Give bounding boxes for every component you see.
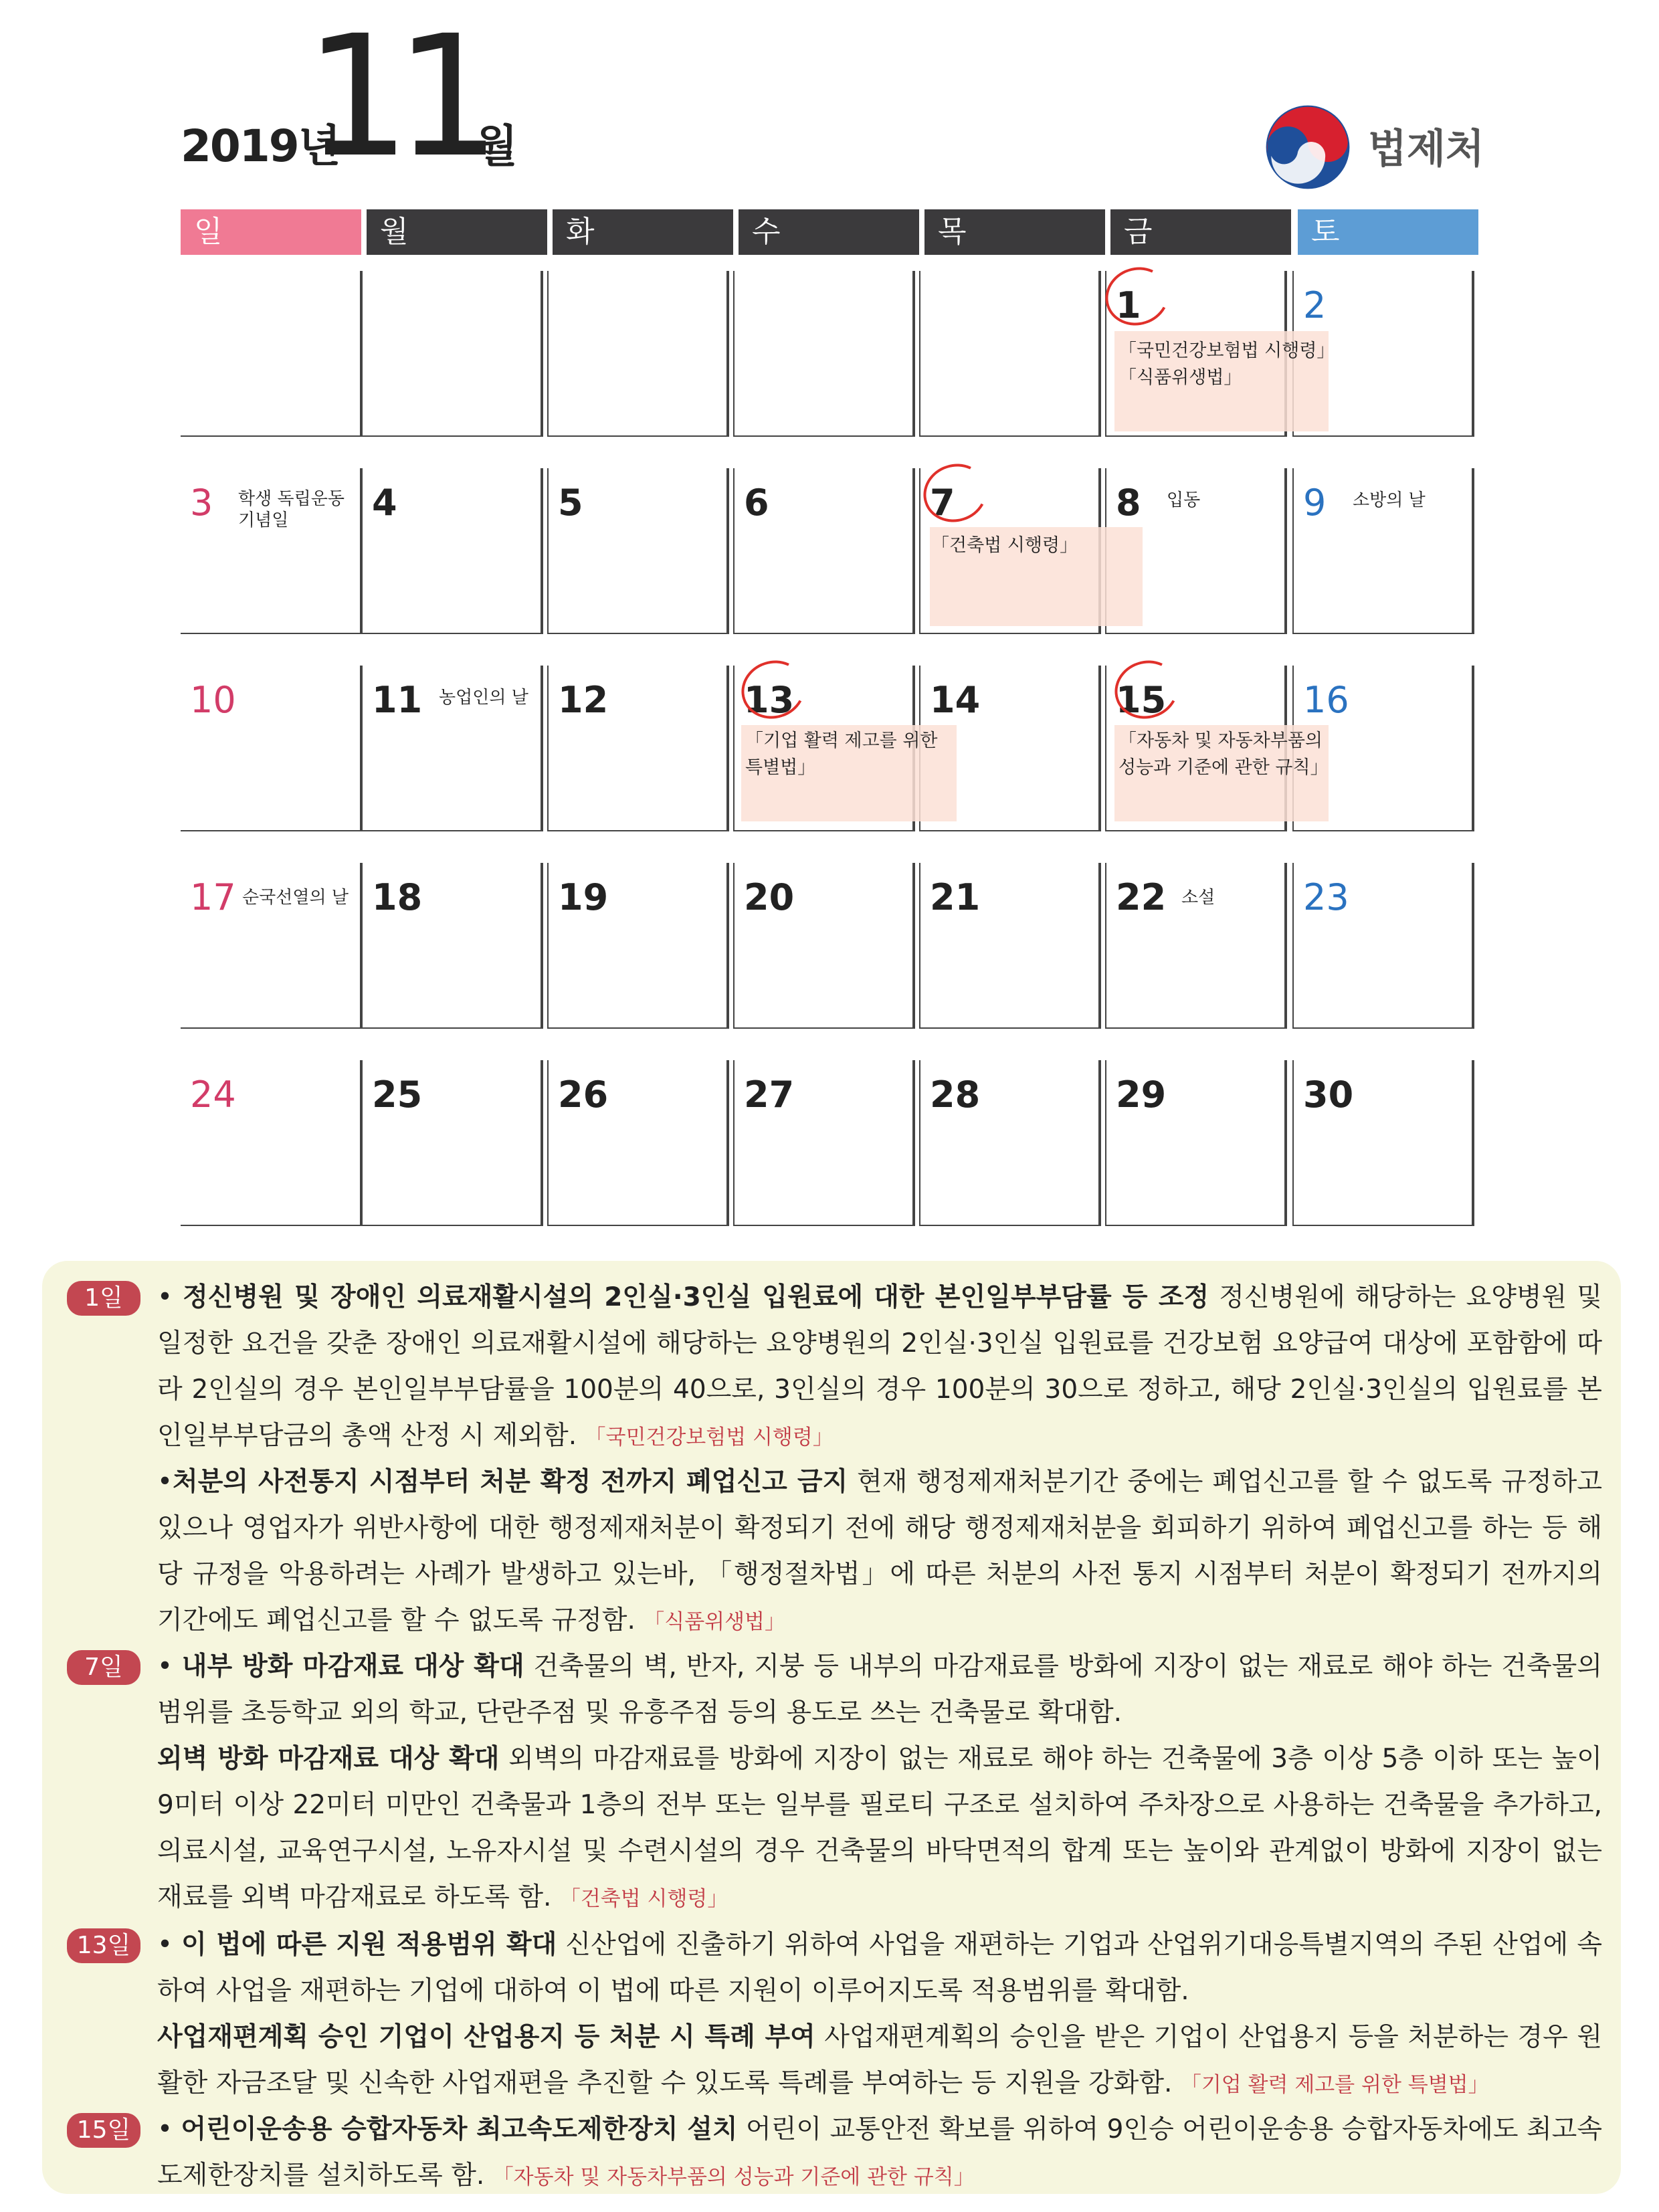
note-title: 내부 방화 마감재료 대상 확대 [181,1651,524,1682]
calendar-cell-day-11 [361,666,543,831]
law-reference: 「기업 활력 제고를 위한 특별법」 [1180,2073,1489,2097]
day-number: 16 [1303,679,1349,721]
calendar-cell-day-29 [1105,1060,1287,1226]
day-number: 23 [1303,876,1349,918]
weekday-thu: 목 [924,209,1105,255]
calendar-cell-day-28 [919,1060,1101,1226]
holiday-label: 순국선열의 날 [242,888,349,908]
day-number: 7 [930,482,955,524]
note-title: 사업재편계획 승인 기업이 산업용지 등 처분 시 특례 부여 [157,2022,815,2052]
calendar-cell-day-4 [361,468,543,634]
day-number: 30 [1303,1074,1354,1116]
calendar-cell-day-18 [361,863,543,1029]
day-number: 19 [558,876,609,918]
calendar-cell-day-5 [547,468,729,634]
calendar-cell-day-23 [1292,863,1474,1029]
calendar-cell-empty [733,271,915,437]
taegeuk-logo-icon [1264,104,1351,191]
day-number: 1 [1116,284,1141,326]
org-name: 법제처 [1368,126,1484,173]
calendar-year: 2019년 [181,120,340,172]
day-number: 26 [558,1074,609,1116]
calendar-cell-day-20 [733,863,915,1029]
calendar-cell-day-27 [733,1060,915,1226]
calendar-cell-day-17 [181,863,363,1029]
note-paragraph: • 정신병원 및 장애인 의료재활시설의 2인실·3인실 입원료에 대한 본인일부부담률 등 조정 정신병원에 해당하는 요양병원 및 일정한 요건을 갖춘 장애인 의료재활시설에 해당하는 요양병원의 2인실·3인실 입원료를 건강보험 요양급여 대상에 포함함에 따라 2인실의 경우 본인일부부담률을 100분의 40으로, 3인실의 경우 100분의 30으로 정하고, 해당 2인실·3인실의 입원료를 본인일부부담금의 총액 산정 시 제외함. 「국민건강보험법 시행령」 [157,1282,1602,1451]
calendar-cell-empty [361,271,543,437]
law-label-d1: 「국민건강보험법 시행령」 「식품위생법」 [1118,340,1335,388]
calendar-cell-day-9 [1292,468,1474,634]
weekday-wed: 수 [739,209,919,255]
note-paragraph: • 내부 방화 마감재료 대상 확대 건축물의 벽, 반자, 지붕 등 내부의 마감재료를 방화에 지장이 없는 재료로 해야 하는 건축물의 범위를 초등학교 외의 학교, 단란주점 및 유흥주점 등의 용도로 쓰는 건축물로 확대함. 외벽 방화 마감재료 대상 확대 외벽의 마감재료를 방화에 지장이 없는 재료로 해야 하는 건축물에 3층 이상 5층 이하 또는 높이 9미터 이상 22미터 미만인 건축물과 1층의 전부 또는 일부를 필로티 구조로 설치하여 주차장으로 사용하는 건축물을 추가하고, 의료시설, 교육연구시설, 노유자시설 및 수련시설의 경우 건축물의 바닥면적의 합계 또는 높이와 관계없이 방화에 지장이 없는 재료를 외벽 마감재료로 하도록 함. 「건축법 시행령」 [157,1651,1602,1912]
weekday-mon: 월 [367,209,547,255]
day-number: 17 [190,876,236,918]
calendar-month-suffix: 월 [475,120,518,172]
holiday-label: 소설 [1181,888,1215,908]
calendar-cell-day-21 [919,863,1101,1029]
calendar-cell-day-12 [547,666,729,831]
note-date-tag: 15일 [67,2113,140,2148]
note-date-tag: 7일 [67,1650,140,1685]
day-number: 4 [372,482,397,524]
note-paragraph: •처분의 사전통지 시점부터 처분 확정 전까지 폐업신고 금지 현재 행정제재처분기간 중에는 폐업신고를 할 수 없도록 규정하고 있으나 영업자가 위반사항에 대한 행정제재처분이 확정되기 전에 해당 행정제재처분을 회피하기 위하여 폐업신고를 하는 등 해당 규정을 악용하려는 사례가 발생하고 있는바, 「행정절차법」에 따른 처분의 사전 통지 시점부터 처분이 확정되기 전까지의 기간에도 폐업신고를 할 수 없도록 규정함. 「식품위생법」 [157,1467,1602,1635]
day-number: 22 [1116,876,1167,918]
calendar-cell-empty [181,271,363,437]
day-number: 20 [744,876,795,918]
day-number: 28 [930,1074,981,1116]
holiday-label: 농업인의 날 [439,688,528,708]
calendar-cell-day-3 [181,468,363,634]
holiday-label: 학생 독립운동 기념일 [238,489,345,530]
law-reference: 「자동차 및 자동차부품의 성능과 기준에 관한 규칙」 [492,2165,975,2189]
note-title: 이 법에 따른 지원 적용범위 확대 [181,1930,557,1960]
calendar-cell-day-10 [181,666,363,831]
law-reference: 「국민건강보험법 시행령」 [585,1425,834,1449]
note-date-tag: 1일 [67,1281,140,1316]
day-number: 8 [1116,482,1141,524]
day-number: 10 [190,679,236,721]
note-paragraph: • 어린이운송용 승합자동차 최고속도제한장치 설치 어린이 교통안전 확보를 위하여 9인승 어린이운송용 승합자동차에도 최고속도제한장치를 설치하도록 함. 「자동차 및 자동차부품의 성능과 기준에 관한 규칙」 [157,2114,1602,2191]
day-number: 24 [190,1074,236,1116]
day-number: 18 [372,876,423,918]
note-paragraph: • 이 법에 따른 지원 적용범위 확대 신산업에 진출하기 위하여 사업을 재편하는 기업과 산업위기대응특별지역의 주된 산업에 속하여 사업을 재편하는 기업에 대하여 이 법에 따른 지원이 이루어지도록 적용범위를 확대함. 사업재편계획 승인 기업이 산업용지 등 처분 시 특례 부여 사업재편계획의 승인을 받은 기업이 산업용지 등을 처분하는 경우 원활한 자금조달 및 신속한 사업재편을 추진할 수 있도록 특례를 부여하는 등 지원을 강화함. 「기업 활력 제고를 위한 특별법」 [157,1930,1602,2098]
calendar-cell-empty [919,271,1101,437]
weekday-sun: 일 [181,209,361,255]
note-title: 정신병원 및 장애인 의료재활시설의 2인실·3인실 입원료에 대한 본인일부부담률 등 조정 [183,1282,1209,1312]
calendar-cell-day-30 [1292,1060,1474,1226]
calendar-cell-day-6 [733,468,915,634]
weekday-sat: 토 [1298,209,1478,255]
day-number: 2 [1303,284,1327,326]
law-label-d15: 「자동차 및 자동차부품의 성능과 기준에 관한 규칙」 [1118,730,1329,778]
note-title: 외벽 방화 마감재료 대상 확대 [157,1744,500,1774]
law-label-d7: 「건축법 시행령」 [931,535,1078,556]
calendar-cell-day-24 [181,1060,363,1226]
law-reference: 「식품위생법」 [644,1610,785,1634]
calendar-cell-empty [547,271,729,437]
day-number: 9 [1303,482,1327,524]
day-number: 21 [930,876,981,918]
note-date-tag: 13일 [67,1928,140,1963]
day-number: 11 [372,679,423,721]
day-number: 3 [190,482,213,524]
law-reference: 「건축법 시행령」 [559,1887,728,1911]
day-number: 13 [744,679,795,721]
day-number: 25 [372,1074,423,1116]
day-number: 5 [558,482,583,524]
law-label-d13: 「기업 활력 제고를 위한 특별법」 [745,730,938,778]
calendar-cell-day-22 [1105,863,1287,1029]
calendar-cell-day-25 [361,1060,543,1226]
day-number: 15 [1116,679,1167,721]
calendar-month: 11 [304,0,486,194]
day-number: 6 [744,482,769,524]
note-title: 어린이운송용 승합자동차 최고속도제한장치 설치 [181,2114,738,2144]
day-number: 14 [930,679,981,721]
weekday-tue: 화 [553,209,733,255]
calendar-cell-day-26 [547,1060,729,1226]
holiday-label: 소방의 날 [1353,490,1426,510]
day-number: 29 [1116,1074,1167,1116]
weekday-fri: 금 [1110,209,1291,255]
calendar-cell-day-19 [547,863,729,1029]
holiday-label: 입동 [1167,490,1201,510]
note-title: 처분의 사전통지 시점부터 처분 확정 전까지 폐업신고 금지 [173,1467,848,1497]
day-number: 12 [558,679,609,721]
day-number: 27 [744,1074,795,1116]
